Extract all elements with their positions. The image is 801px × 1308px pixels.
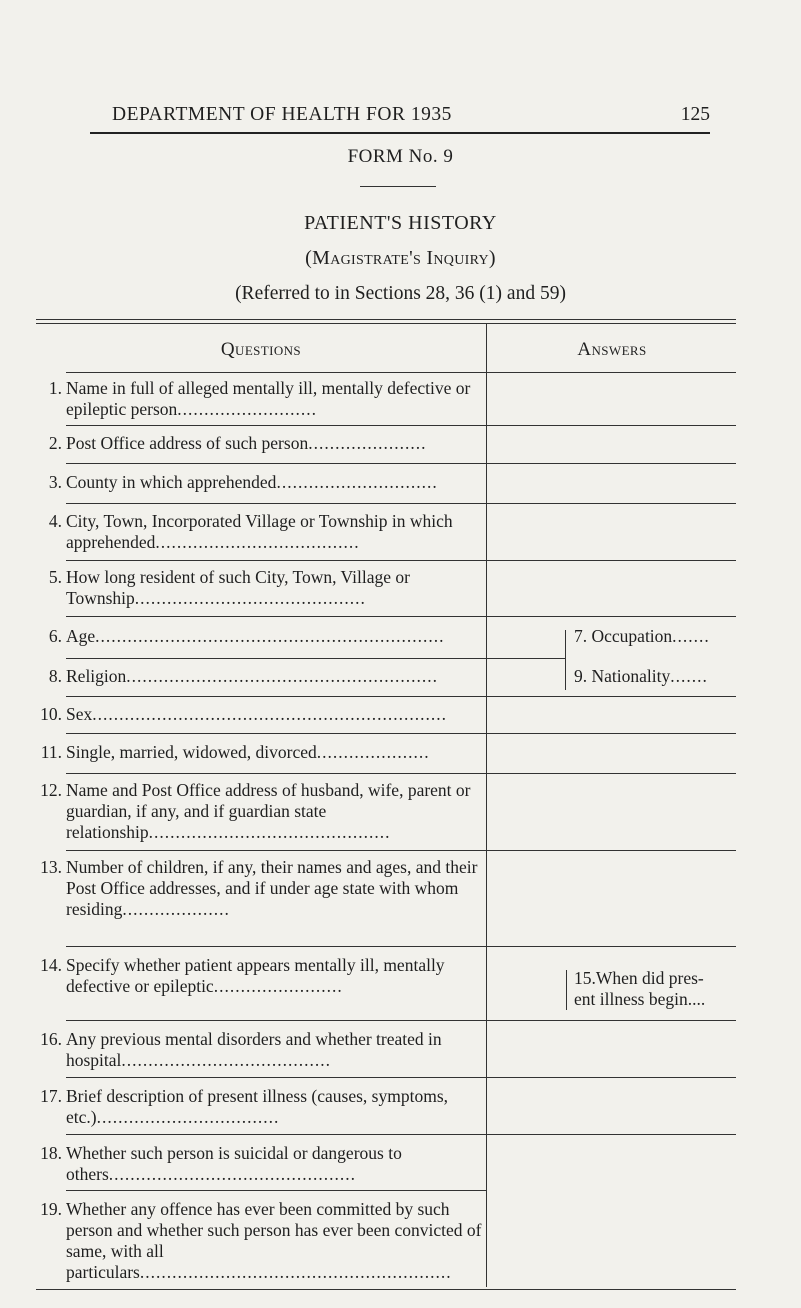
answer-divider <box>487 616 736 617</box>
question-item: 4. City, Town, Incorporated Village or Township in which apprehended...................................... <box>48 511 453 552</box>
answer-divider <box>487 425 736 426</box>
question-item: 12. Name and Post Office address of husband, wife, parent or guardian, if any, and if guardian state relationship............................................. <box>40 780 471 842</box>
page-number: 125 <box>680 104 710 125</box>
illness-onset-line1: 15.When did pres- <box>574 968 704 988</box>
answers-header: Answers <box>577 339 647 360</box>
row-divider <box>66 773 486 774</box>
question-item: 10. Sex.................................................................. <box>40 704 447 724</box>
question-item: 3. County in which apprehended.............................. <box>48 472 438 492</box>
row-divider <box>66 1190 486 1191</box>
answer-split-line <box>565 630 566 690</box>
table-bottom-rule <box>36 1289 736 1290</box>
question-item: 8. Religion.......................................................... <box>48 666 439 686</box>
row-divider <box>66 850 486 851</box>
row-divider <box>66 372 486 373</box>
answer-divider <box>487 463 736 464</box>
occupation-field: 7. Occupation....... <box>574 626 710 646</box>
row-divider <box>66 503 486 504</box>
question-item: 17. Brief description of present illness (causes, symptoms, etc.).................................. <box>40 1086 449 1127</box>
form-title: PATIENT'S HISTORY <box>304 212 497 234</box>
form-subtitle: (Magistrate's Inquiry) <box>305 247 496 269</box>
row-divider <box>66 1077 486 1078</box>
table-top-rule <box>36 323 736 324</box>
answer-divider <box>487 503 736 504</box>
row-divider <box>66 946 486 947</box>
answer-divider <box>487 733 736 734</box>
question-item: 19. Whether any offence has ever been committed by such person and whether such person has ever been convicted of same, with all particulars.......................................................... <box>40 1199 482 1282</box>
page-header <box>90 92 710 134</box>
row-divider <box>66 658 486 659</box>
answer-divider <box>487 1134 736 1135</box>
form-number: FORM No. 9 <box>347 146 454 167</box>
question-item: 6. Age................................................................. <box>48 626 445 646</box>
illness-onset-line2: ent illness begin.... <box>574 989 706 1009</box>
question-item: 11. Single, married, widowed, divorced..................... <box>40 742 430 762</box>
answer-divider <box>487 946 736 947</box>
answer-divider <box>487 773 736 774</box>
question-item: 5. How long resident of such City, Town, Village or Township........................................... <box>48 567 410 608</box>
question-item: 16. Any previous mental disorders and whether treated in hospital....................................... <box>40 1029 442 1070</box>
nationality-field: 9. Nationality....... <box>574 666 708 686</box>
row-divider <box>66 733 486 734</box>
row-divider <box>66 696 486 697</box>
questions-header: Questions <box>220 339 302 360</box>
row-divider <box>66 616 486 617</box>
answer-divider <box>487 658 565 659</box>
row-divider <box>66 1020 486 1021</box>
question-item: 14. Specify whether patient appears mentally ill, mentally defective or epileptic........................ <box>40 955 445 996</box>
answer-divider <box>487 372 736 373</box>
row-divider <box>66 560 486 561</box>
question-item: 13. Number of children, if any, their names and ages, and their Post Office addresses, and if under age state with whom residing.................... <box>40 857 478 919</box>
row-divider <box>66 463 486 464</box>
title-divider <box>360 186 436 187</box>
row-divider <box>66 425 486 426</box>
question-item: 18. Whether such person is suicidal or dangerous to others.............................................. <box>40 1143 402 1184</box>
answer-divider <box>487 1077 736 1078</box>
header-title: DEPARTMENT OF HEALTH FOR 1935 <box>112 104 452 125</box>
table-top-rule <box>36 319 736 320</box>
answer-divider <box>487 1020 736 1021</box>
form-reference: (Referred to in Sections 28, 36 (1) and 59) <box>235 283 566 304</box>
answer-split-line <box>566 970 567 1010</box>
row-divider <box>66 1134 486 1135</box>
answer-divider <box>487 696 736 697</box>
question-item: 1. Name in full of alleged mentally ill, mentally defective or epileptic person.......................... <box>48 378 471 419</box>
answer-divider <box>487 850 736 851</box>
question-item: 2. Post Office address of such person...................... <box>48 433 427 453</box>
answer-divider <box>487 560 736 561</box>
